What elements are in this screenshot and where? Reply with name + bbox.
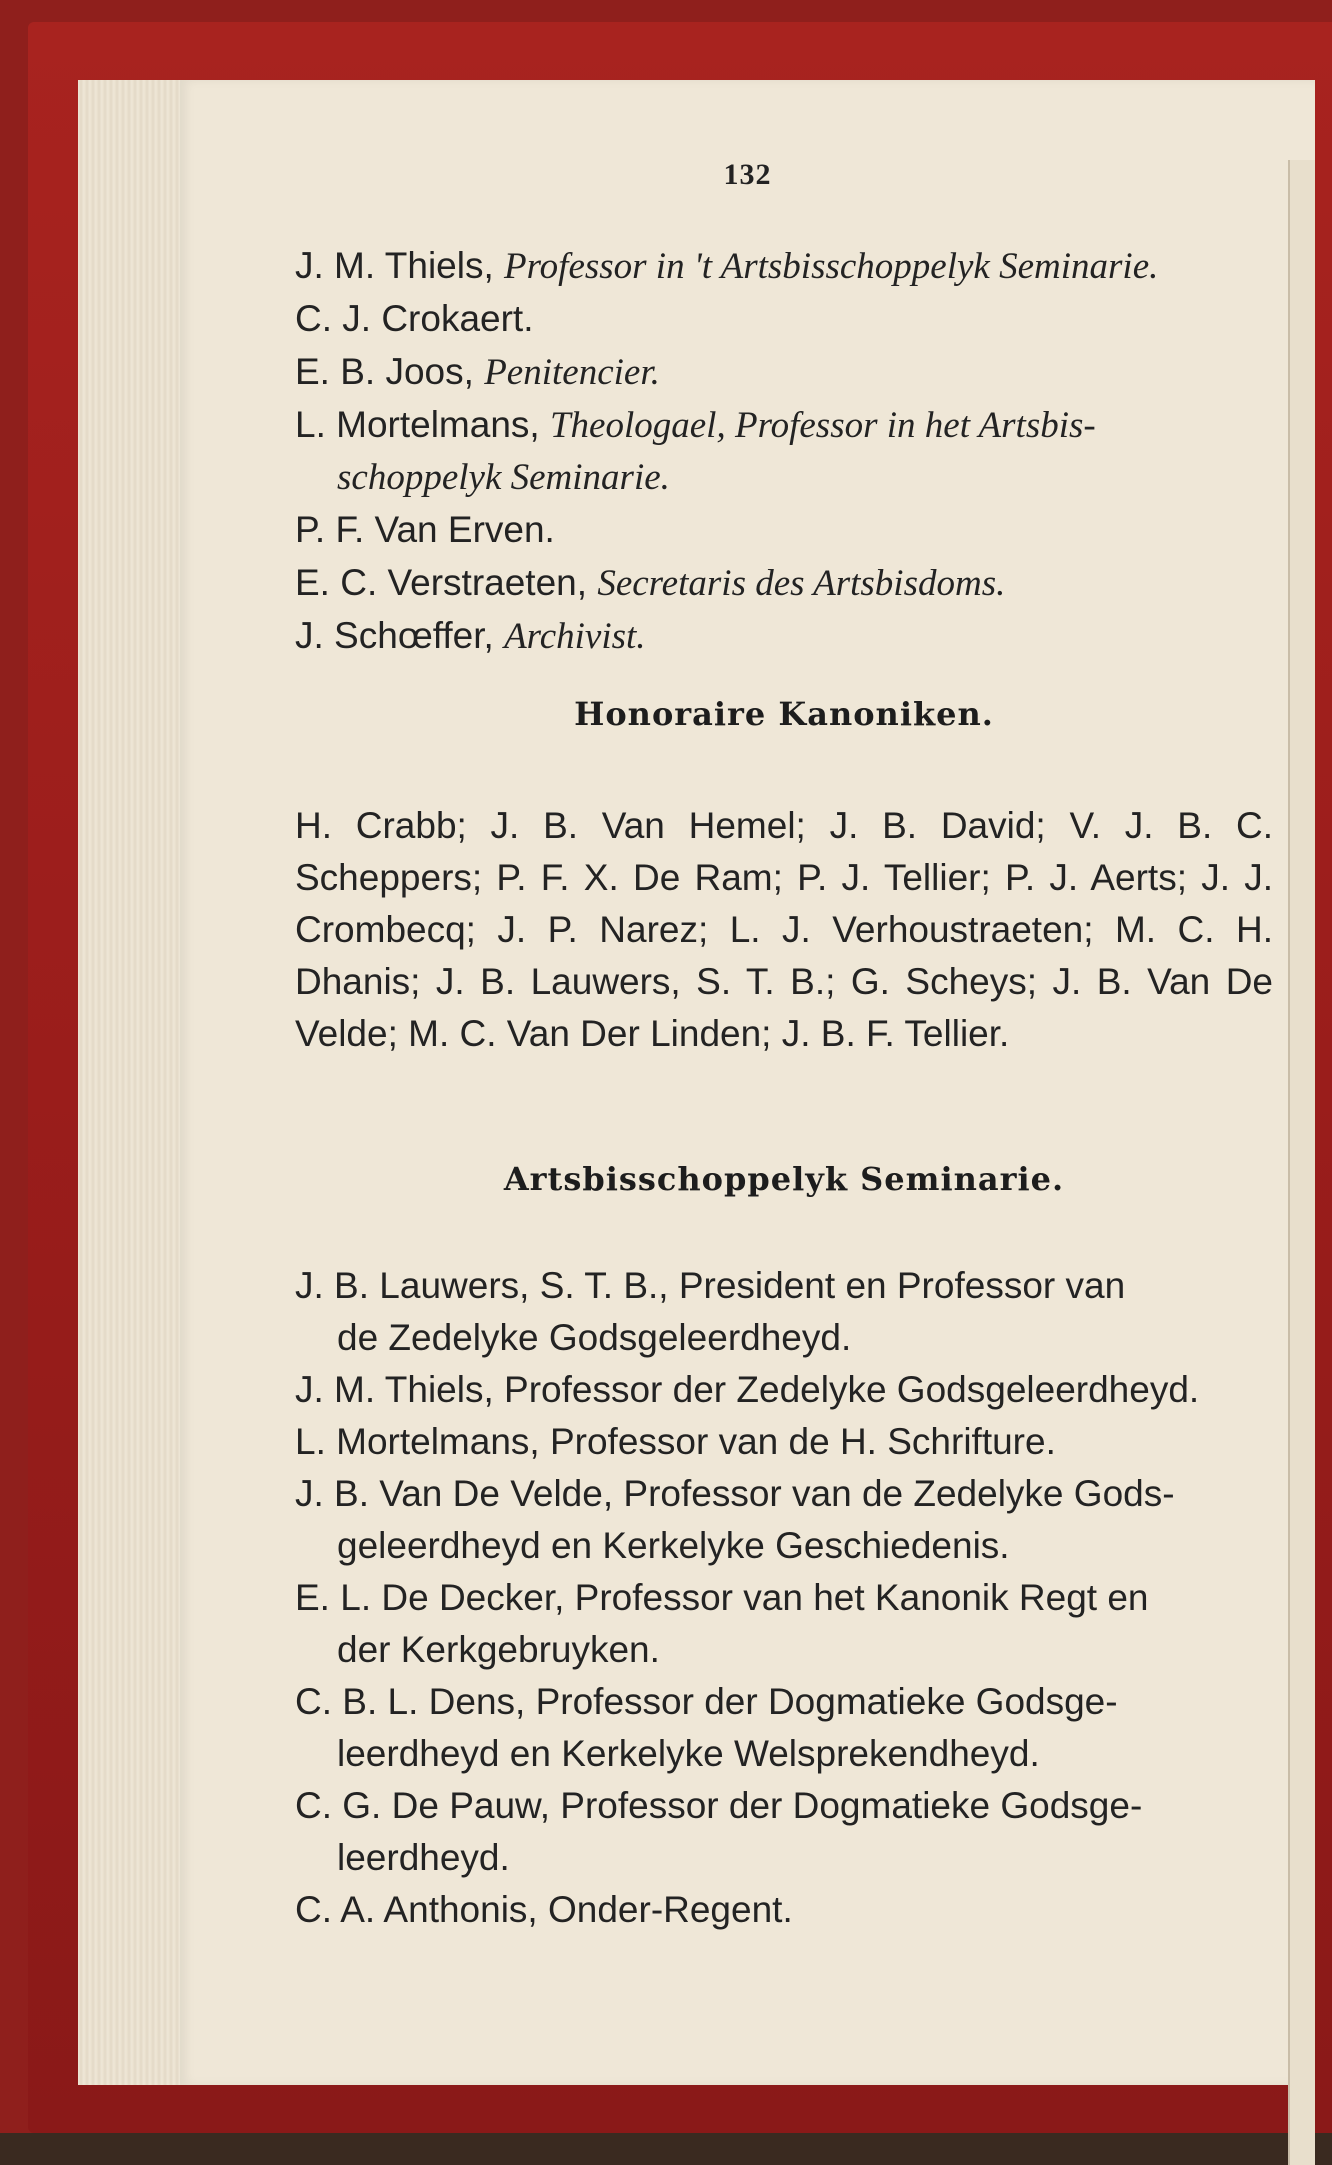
- section-heading-seminary: Artsbisschoppelyk Seminarie.: [503, 1160, 1065, 1198]
- seminary-list: [295, 1260, 1273, 1936]
- page-number: 132: [723, 158, 772, 191]
- list-item: [295, 1260, 1273, 1364]
- entry-line: J. B. Lauwers, S. T. B., President en Professor van: [295, 1265, 1126, 1306]
- entry-name: E. B. Joos,: [295, 351, 474, 392]
- list-item: [295, 1364, 1273, 1416]
- entry-line: L. Mortelmans, Professor van de H. Schrifture.: [295, 1421, 1056, 1462]
- list-item: [295, 1780, 1273, 1884]
- entry-name: E. C. Verstraeten,: [295, 562, 588, 603]
- entry-continuation: der Kerkgebruyken.: [337, 1629, 660, 1670]
- entry-name: C. J. Crokaert.: [295, 298, 534, 339]
- section-heading-honorary: Honoraire Kanoniken.: [574, 695, 994, 733]
- entry-name: J. Schœffer,: [295, 615, 494, 656]
- list-item: [295, 1468, 1273, 1572]
- honorary-paragraph: H. Crabb; J. B. Van Hemel; J. B. David; V. J. B. C. Scheppers; P. F. X. De Ram; P. J. Tellier; P. J. Aerts; J. J. Crombecq; J. P. Narez; L. J. Verhoustraeten; M. C. H. Dhanis; J. B. Lauwers, S. T. B.; G. Scheys; J. B. Van De Velde; M. C. Van Der Linden; J. B. F. Tellier.: [295, 805, 1273, 1054]
- entry-title: Secretaris des Artsbisdoms.: [597, 563, 1006, 604]
- list-item: [295, 1676, 1273, 1780]
- entry-line: E. L. De Decker, Professor van het Kanonik Regt en: [295, 1577, 1149, 1618]
- list-item: [295, 399, 1273, 504]
- list-item: [295, 240, 1273, 293]
- entry-continuation: de Zedelyke Godsgeleerdheyd.: [337, 1317, 852, 1358]
- entry-line: C. A. Anthonis, Onder-Regent.: [295, 1889, 793, 1930]
- adjacent-page-edge: [1288, 160, 1315, 2165]
- entry-title: Penitencier.: [484, 352, 660, 393]
- list-item: [295, 610, 1273, 663]
- entry-name: L. Mortelmans,: [295, 404, 540, 445]
- entry-line: C. B. L. Dens, Professor der Dogmatieke Godsge-: [295, 1681, 1118, 1722]
- entry-name: P. F. Van Erven.: [295, 509, 555, 550]
- entry-line: J. B. Van De Velde, Professor van de Zedelyke Gods-: [295, 1473, 1175, 1514]
- entry-title: Professor in 't Artsbisschoppelyk Seminarie.: [504, 246, 1159, 287]
- entry-title: Theologael, Professor in het Artsbis-: [549, 405, 1096, 446]
- list-item: [295, 504, 1273, 557]
- list-item: [295, 557, 1273, 610]
- entry-continuation: geleerdheyd en Kerkelyke Geschiedenis.: [337, 1525, 1010, 1566]
- list-item: [295, 1572, 1273, 1676]
- entry-continuation: leerdheyd en Kerkelyke Welsprekendheyd.: [337, 1733, 1040, 1774]
- honorary-list: [295, 800, 1273, 1060]
- list-item: [295, 1884, 1273, 1936]
- entry-title: Archivist.: [504, 616, 646, 657]
- entry-line: J. M. Thiels, Professor der Zedelyke Godsgeleerdheyd.: [295, 1369, 1200, 1410]
- list-item: [295, 293, 1273, 346]
- entry-continuation: leerdheyd.: [337, 1837, 510, 1878]
- page-edges: [78, 80, 188, 2085]
- list-item: [295, 1416, 1273, 1468]
- list-item: [295, 346, 1273, 399]
- entry-continuation: schoppelyk Seminarie.: [337, 457, 670, 498]
- book-page: [180, 80, 1315, 2085]
- entry-name: J. M. Thiels,: [295, 245, 494, 286]
- entry-line: C. G. De Pauw, Professor der Dogmatieke Godsge-: [295, 1785, 1143, 1826]
- clergy-list: [295, 240, 1273, 663]
